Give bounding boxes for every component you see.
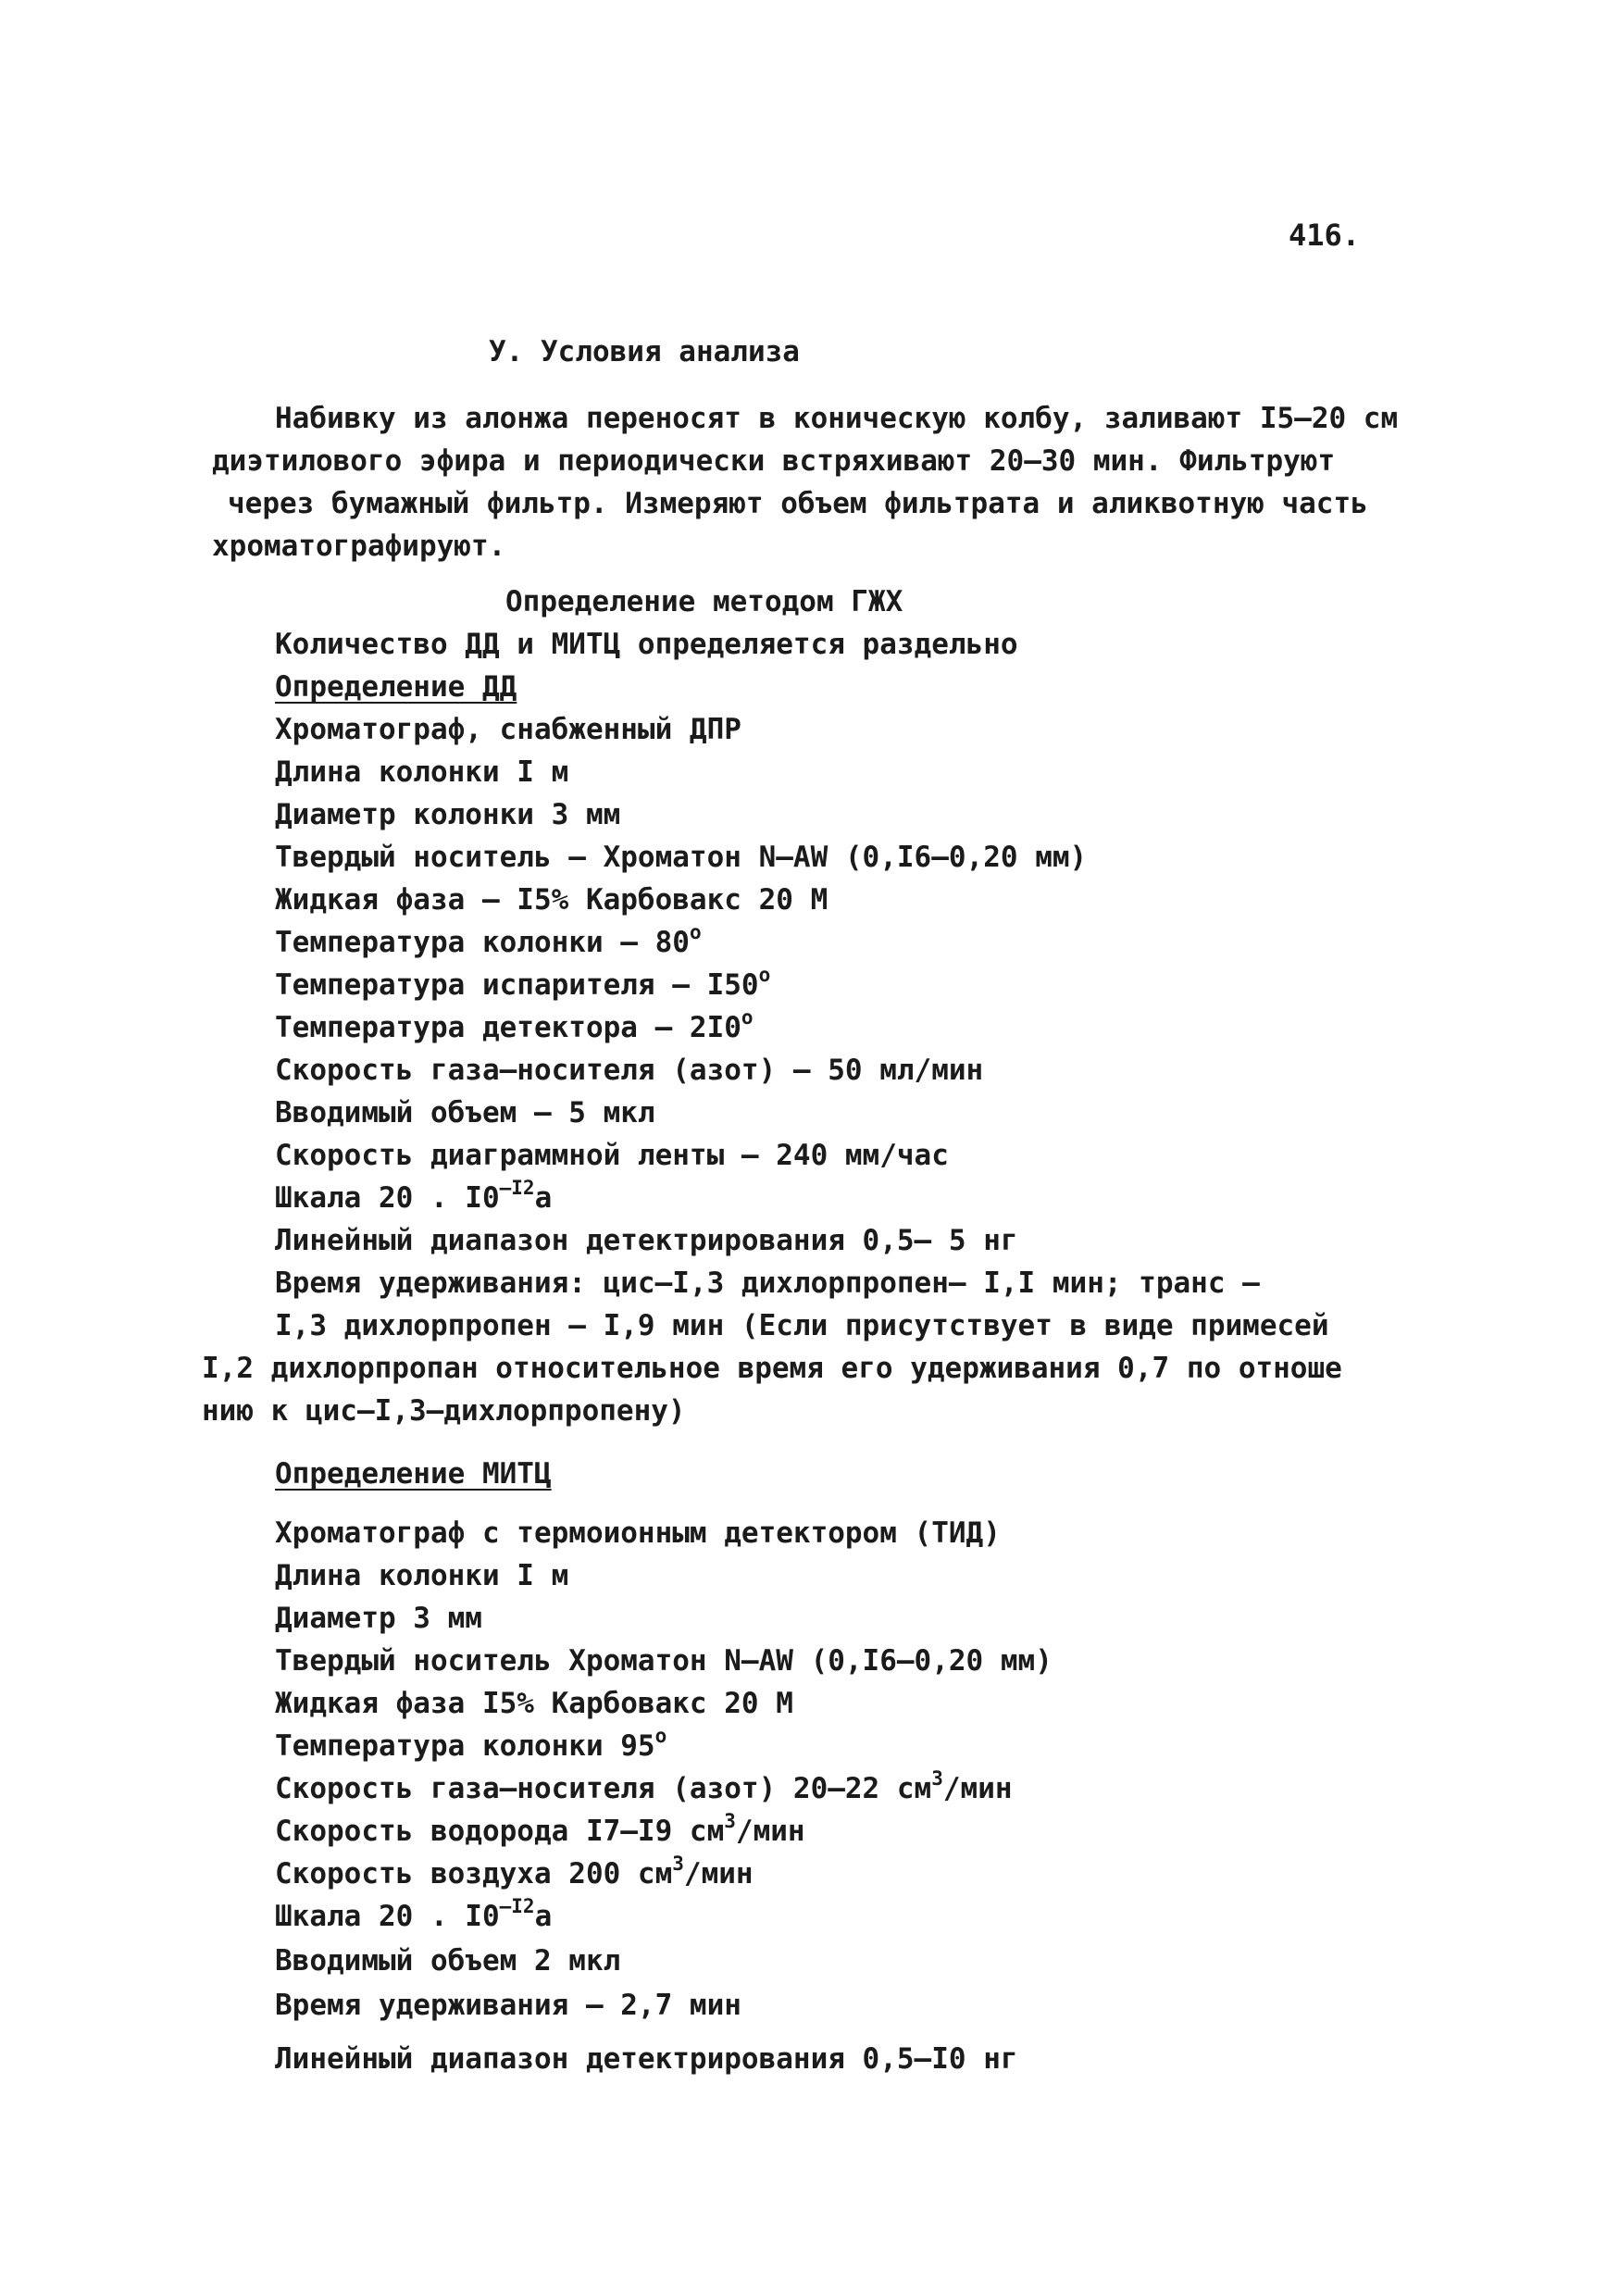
- dd-column-temp-text: Температура колонки – 80: [275, 926, 690, 959]
- mitc-solid-carrier: Твердый носитель Хроматон N–AW (0,I6–0,20 мм): [275, 1644, 1053, 1678]
- dd-solid-carrier: Твердый носитель – Хроматон N–AW (0,I6–0,20 мм): [275, 841, 1088, 874]
- mitc-column-temp-text: Температура колонки 95: [275, 1729, 655, 1763]
- dd-scale-prefix: Шкала 20 . I0: [275, 1181, 500, 1215]
- mitc-scale-suffix: а: [534, 1900, 553, 1933]
- dd-column-temp: [275, 921, 702, 961]
- mitc-column-length: Длина колонки I м: [275, 1559, 569, 1592]
- dd-retention-line-1: Время удерживания: цис–I,3 дихлорпропен– I,I мин; транс –: [275, 1267, 1260, 1300]
- dd-scale-exponent: –I2: [499, 1177, 535, 1199]
- dd-retention-line-2: I,3 дихлорпропен – I,9 мин (Если присутствует в виде примесей: [275, 1309, 1329, 1342]
- dd-carrier-gas-speed: Скорость газа–носителя (азот) – 50 мл/мин: [275, 1054, 984, 1087]
- mitc-scale-exponent: –I2: [499, 1895, 535, 1917]
- mitc-scale-prefix: Шкала 20 . I0: [275, 1900, 500, 1933]
- mitc-hydrogen-text: Скорость водорода I7–I9 см: [275, 1815, 725, 1848]
- dd-chart-speed: Скорость диаграммной ленты – 240 мм/час: [275, 1139, 949, 1172]
- dd-scale-suffix: а: [534, 1181, 553, 1215]
- intro-line-1: Набивку из алонжа переносят в коническую колбу, заливают I5–20 см: [275, 402, 1399, 435]
- mitc-diameter: Диаметр 3 мм: [275, 1602, 482, 1635]
- mitc-heading: Определение МИТЦ: [275, 1457, 552, 1491]
- dd-heading: Определение ДД: [275, 670, 517, 704]
- degree-sign: о: [654, 1725, 667, 1747]
- mitc-carrier-gas-speed: [275, 1767, 1013, 1807]
- dd-column-diameter: Диаметр колонки 3 мм: [275, 798, 621, 831]
- dd-chromatograph: Хроматограф, снабженный ДПР: [275, 713, 741, 746]
- dd-liquid-phase: Жидкая фаза – I5% Карбовакс 20 М: [275, 883, 828, 917]
- dd-detector-temp-text: Температура детектора – 2I0: [275, 1011, 741, 1044]
- cube-superscript: 3: [724, 1810, 736, 1832]
- mitc-retention: Время удерживания – 2,7 мин: [275, 1989, 741, 2022]
- cube-superscript: 3: [931, 1767, 943, 1790]
- mitc-column-temp: [275, 1725, 667, 1765]
- intro-line-4: хроматографируют.: [212, 530, 506, 563]
- mitc-air-text: Скорость воздуха 200 см: [275, 1857, 673, 1890]
- dd-injected-volume: Вводимый объем – 5 мкл: [275, 1096, 655, 1129]
- dd-scale: [275, 1179, 552, 1217]
- method-title: Определение методом ГЖХ: [505, 585, 903, 618]
- mitc-hydrogen-speed: [275, 1810, 805, 1850]
- degree-sign: о: [758, 964, 771, 986]
- mitc-scale: [275, 1895, 553, 1935]
- mitc-injected-volume: Вводимый объем 2 мкл: [275, 1944, 621, 1978]
- dd-detector-temp: [275, 1006, 754, 1046]
- dd-retention-line-4: нию к цис–I,3–дихлорпропену): [202, 1394, 686, 1428]
- dd-linear-range: Линейный диапазон детектрирования 0,5– 5 нг: [275, 1224, 1018, 1257]
- dd-evaporator-temp: [275, 964, 771, 1004]
- cube-superscript: 3: [672, 1853, 684, 1875]
- mitc-linear-range: Линейный диапазон детектрирования 0,5–I0 нг: [275, 2042, 1018, 2076]
- per-min-unit: /мин: [942, 1772, 1013, 1805]
- mitc-chromatograph: Хроматограф с термоионным детектором (ТИД): [275, 1516, 1001, 1550]
- mitc-air-speed: [275, 1855, 754, 1892]
- mitc-carrier-gas-text: Скорость газа–носителя (азот) 20–22 см: [275, 1772, 932, 1805]
- mitc-liquid-phase: Жидкая фаза I5% Карбовакс 20 М: [275, 1687, 793, 1720]
- intro-line-2: диэтилового эфира и периодически встряхивают 20–30 мин. Фильтруют: [212, 444, 1336, 478]
- method-note: Количество ДД и МИТЦ определяется раздельно: [275, 628, 1018, 661]
- per-min-unit: /мин: [735, 1815, 805, 1848]
- degree-sign: о: [689, 921, 702, 943]
- degree-sign: о: [741, 1006, 754, 1029]
- intro-line-3: через бумажный фильтр. Измеряют объем фильтрата и аликвотную часть: [228, 487, 1368, 520]
- dd-retention-line-3: I,2 дихлорпропан относительное время его удерживания 0,7 по отноше: [202, 1352, 1342, 1385]
- per-min-unit: /мин: [683, 1857, 754, 1890]
- page-number: 416.: [1289, 218, 1361, 253]
- section-title: У. Условия анализа: [489, 335, 800, 368]
- dd-evaporator-temp-text: Температура испарителя – I50: [275, 968, 759, 1002]
- dd-column-length: Длина колонки I м: [275, 755, 569, 789]
